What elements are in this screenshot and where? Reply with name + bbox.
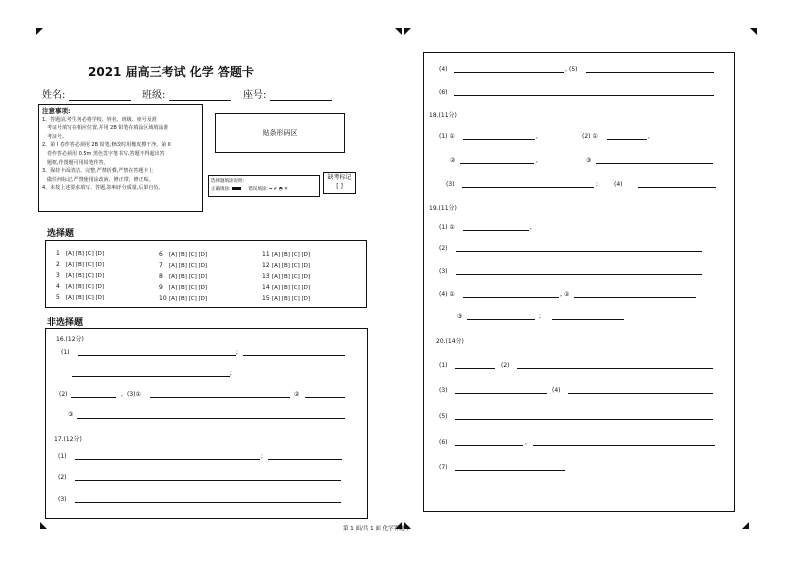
q19-circle2: ② <box>564 291 570 298</box>
corner-mark-top-left <box>36 28 43 35</box>
absent-checkbox[interactable]: [ ] <box>336 183 343 190</box>
q19-semicolon: ; <box>539 313 542 320</box>
q16-p2-label: (2) <box>59 391 68 398</box>
q20-p6-blank1[interactable] <box>455 445 523 446</box>
notice-item: 考证号填写在相应位置,并用 2B 铅笔在填涂区域填涂准 <box>47 125 169 132</box>
seat-blank[interactable] <box>270 91 332 101</box>
q17-p4-sep: , <box>565 66 567 73</box>
right-answer-box <box>423 52 735 512</box>
q18-c2-blank[interactable] <box>460 163 534 164</box>
q19-p2-label: (2) <box>439 245 448 252</box>
q16-p1-blank3[interactable] <box>72 376 230 377</box>
q16-semicolon2: ; <box>230 370 233 377</box>
name-label: 姓名: <box>42 90 66 101</box>
q20-p5-label: (5) <box>439 413 448 420</box>
q20-p1-blank[interactable] <box>455 368 495 369</box>
q17-head: 17.(12分) <box>54 436 82 443</box>
name-field[interactable] <box>42 86 131 101</box>
q16-circle3: ③ <box>68 411 74 418</box>
mc-row[interactable]: 8 [A] [B] [C] [D] <box>159 273 208 280</box>
q17-p5-blank[interactable] <box>586 72 714 73</box>
q17-p6-blank[interactable] <box>454 95 714 96</box>
mc-answer-box <box>45 240 367 308</box>
q18-p4-label: (4) <box>614 181 623 188</box>
q19-p2-blank[interactable] <box>456 251 702 252</box>
mc-row[interactable]: 1 [A] [B] [C] [D] <box>56 250 105 257</box>
q17-p4-blank[interactable] <box>454 72 564 73</box>
class-label: 班级: <box>142 90 166 101</box>
corner-mark-top-right <box>750 28 757 35</box>
q19-p1-blank[interactable] <box>463 230 529 231</box>
q20-p6-label: (6) <box>439 439 448 446</box>
q18-circle2: ② <box>450 157 456 164</box>
q19-c3-blank2[interactable] <box>552 319 624 320</box>
q17-p3-label: (3) <box>58 496 67 503</box>
mc-row[interactable]: 11 [A] [B] [C] [D] <box>262 251 311 258</box>
q17-p4-label: (4) <box>439 66 448 73</box>
q18-p4-blank[interactable] <box>638 187 716 188</box>
q20-p7-label: (7) <box>439 464 448 471</box>
notice-item: 1、答题前,考生务必将学校、姓名、班级、座号及准 <box>42 116 157 123</box>
notice-item: 3、保持卡面清洁、完整,严禁折叠,严禁在答题卡上 <box>42 168 154 175</box>
q17-semicolon: ; <box>261 453 264 460</box>
q16-p1-label: (1) <box>61 349 70 356</box>
q20-p6-blank2[interactable] <box>533 445 715 446</box>
q19-p4-blank2[interactable] <box>574 297 696 298</box>
q19-p4-blank1[interactable] <box>463 297 559 298</box>
q19-circle3: ③ <box>457 313 463 320</box>
q18-sep1: , <box>536 133 538 140</box>
q16-circle2: ② <box>294 391 300 398</box>
class-field[interactable] <box>142 86 231 101</box>
q19-p1-label: (1) ① <box>439 224 455 231</box>
q16-p1-blank2[interactable] <box>243 355 345 356</box>
mc-row[interactable]: 5 [A] [B] [C] [D] <box>56 294 105 301</box>
barcode-area <box>215 113 345 153</box>
q18-c3-blank[interactable] <box>596 163 713 164</box>
q20-p3-label: (3) <box>439 387 448 394</box>
q20-p1-label: (1) <box>439 362 448 369</box>
seat-field[interactable] <box>243 86 332 101</box>
notice-item: 2、第 I 卷作答必须用 2B 铅笔,修改时用橡皮擦干净。第 II <box>42 142 171 149</box>
mc-row[interactable]: 12 [A] [B] [C] [D] <box>262 262 311 269</box>
q16-p1-blank[interactable] <box>78 355 236 356</box>
q17-p1-blank2[interactable] <box>268 459 342 460</box>
q17-p6-label: (6) <box>439 89 448 96</box>
q20-p4-label: (4) <box>552 387 561 394</box>
q18-sep2: , <box>648 133 650 140</box>
q16-comma: , <box>121 391 123 398</box>
mc-row[interactable]: 2 [A] [B] [C] [D] <box>56 261 105 268</box>
mc-row[interactable]: 13 [A] [B] [C] [D] <box>262 273 311 280</box>
q18-p1-label: (1) ① <box>439 133 455 140</box>
q17-p1-blank[interactable] <box>75 459 260 460</box>
fill-correct-label: 正确填涂: <box>211 187 231 192</box>
fill-example-box <box>208 175 320 197</box>
notice-item: 4、未按上述要求填写、答题,影响评分质量,后果自负。 <box>42 185 164 192</box>
mc-row[interactable]: 14 [A] [B] [C] [D] <box>262 284 311 291</box>
q19-sep: , <box>530 224 532 231</box>
q18-p3-blank[interactable] <box>462 187 594 188</box>
q16-p3-label: (3)① <box>127 391 141 398</box>
nonmc-answer-box <box>45 328 368 519</box>
absent-label: 缺考标记 <box>327 174 352 181</box>
notice-item: 做任何标记,严禁使用涂改液、修正带、修正贴。 <box>47 176 154 183</box>
q16-head: 16.(12分) <box>56 336 84 343</box>
q16-p3-blank1[interactable] <box>150 397 290 398</box>
q19-p3-blank[interactable] <box>456 274 702 275</box>
q19-sep2: , <box>560 291 562 298</box>
notice-item: 考证号。 <box>47 133 68 140</box>
q19-p4-label: (4) ① <box>439 291 455 298</box>
q18-semicolon: ; <box>596 181 599 188</box>
corner-mark-top-center-left <box>395 28 402 35</box>
corner-mark-bottom-right <box>742 522 749 529</box>
q16-p3-blank2[interactable] <box>305 397 345 398</box>
q18-circle3: ③ <box>586 157 592 164</box>
fill-example-title: 选择题填涂说明: <box>211 179 245 184</box>
q20-p4-blank[interactable] <box>568 393 713 394</box>
q18-head: 18.(11分) <box>429 112 457 119</box>
q16-semicolon: ; <box>236 349 239 356</box>
wrong-marks-icon: ━ ✔ ◓ ✕ <box>269 187 288 192</box>
q20-p7-blank[interactable] <box>455 470 565 471</box>
q19-c3-blank[interactable] <box>467 319 535 320</box>
q20-p2-blank[interactable] <box>517 368 713 369</box>
q20-p2-label: (2) <box>501 362 510 369</box>
q19-p3-label: (3) <box>439 268 448 275</box>
seat-label: 座号: <box>243 90 267 101</box>
mc-section-title: 选择题 <box>47 229 75 239</box>
q17-p2-blank[interactable] <box>75 480 341 481</box>
fill-wrong-label: 错误填涂: <box>248 187 268 192</box>
q20-head: 20.(14分) <box>436 338 464 345</box>
q20-p3-blank[interactable] <box>455 393 547 394</box>
name-blank[interactable] <box>69 91 131 101</box>
q18-p2-label: (2) ① <box>582 133 598 140</box>
barcode-label: 贴条形码区 <box>262 129 298 137</box>
mc-row[interactable]: 4 [A] [B] [C] [D] <box>56 283 105 290</box>
notice-item: 题框,作图题可用铅笔作答。 <box>47 159 109 166</box>
page-title: 2021 届高三考试 化学 答题卡 <box>88 65 254 79</box>
q18-p1-blank[interactable] <box>463 139 535 140</box>
class-blank[interactable] <box>169 91 231 101</box>
q20-sep: , <box>525 439 527 446</box>
filled-bubble-icon <box>232 187 241 190</box>
mc-row[interactable]: 9 [A] [B] [C] [D] <box>159 284 208 291</box>
q20-p5-blank[interactable] <box>455 419 713 420</box>
q18-sep3: , <box>536 157 538 164</box>
absent-mark-box[interactable] <box>323 172 356 194</box>
q17-p2-label: (2) <box>58 474 67 481</box>
q17-p5-label: (5) <box>569 66 578 73</box>
q16-p2-blank[interactable] <box>71 397 116 398</box>
q17-p3-blank[interactable] <box>75 502 341 503</box>
q18-p3-label: (3) <box>446 181 455 188</box>
mc-row[interactable]: 15 [A] [B] [C] [D] <box>262 295 311 302</box>
mc-row[interactable]: 3 [A] [B] [C] [D] <box>56 272 105 279</box>
corner-mark-top-center-right <box>404 28 411 35</box>
corner-mark-bottom-left <box>40 522 47 529</box>
nonmc-section-title: 非选择题 <box>47 318 84 328</box>
q18-p2-blank[interactable] <box>607 139 647 140</box>
page-footer: 第 1 面/共 1 面 化学答题卡 <box>343 526 411 532</box>
q16-p3-blank3[interactable] <box>77 418 345 419</box>
mc-row[interactable]: 10 [A] [B] [C] [D] <box>159 295 208 302</box>
notice-heading: 注意事项: <box>42 107 71 115</box>
notice-box <box>38 104 203 212</box>
q17-p1-label: (1) <box>58 453 67 460</box>
notice-item: 卷作答必须用 0.5m 黑色签字笔书写,答题不得超出答 <box>47 150 165 157</box>
q19-head: 19.(11分) <box>429 205 457 212</box>
mc-row[interactable]: 6 [A] [B] [C] [D] <box>159 251 208 258</box>
mc-row[interactable]: 7 [A] [B] [C] [D] <box>159 262 208 269</box>
